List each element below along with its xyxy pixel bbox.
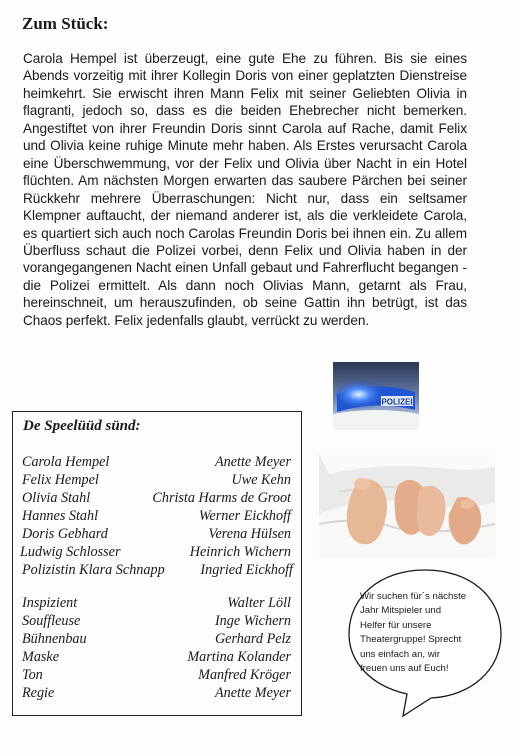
cast-row xyxy=(13,489,301,507)
cast-row xyxy=(13,453,301,471)
crew-member: Inge Wichern xyxy=(214,613,291,629)
crew-row xyxy=(13,648,301,666)
cast-row xyxy=(13,561,301,579)
crew-member: Gerhard Pelz xyxy=(214,631,291,647)
police-light-illustration xyxy=(333,362,419,430)
crew-row xyxy=(13,594,301,612)
crew-row xyxy=(13,630,301,648)
cast-actor: Ingried Eickhoff xyxy=(200,562,293,578)
crew-role: Inspizient xyxy=(22,595,78,611)
cast-list-box xyxy=(12,411,302,716)
crew-role: Regie xyxy=(22,685,55,701)
crew-row xyxy=(13,684,301,702)
crew-role: Bühnenbau xyxy=(22,631,87,647)
cast-actor: Anette Meyer xyxy=(214,454,291,470)
cast-actor: Christa Harms de Groot xyxy=(152,490,291,506)
cast-role: Olivia Stahl xyxy=(22,490,91,506)
synopsis-text: Carola Hempel ist überzeugt, eine gute Ehe zu führen. Bis sie eines Abends vorzeitig mit ihrer Kollegin Doris von einer geplatzten Dienstreise heimkehrt. Sie erwischt ihren Mann Felix mit seiner Geliebten Olivia in flagranti, jedoch so, dass es die beiden Ehebrecher nicht bemerken. Angestiftet von ihrer Freundin Doris sinnt Carola auf Rache, damit Felix und Olivia keine ruhige Minute mehr haben. Als Erstes verursacht Carola eine Überschwemmung, vor der Felix und Olivia über Nacht in ein Hotel flüchten. Am nächsten Morgen erwarten das saubere Pärchen bei seiner Rückkehr mehrere Überraschungen: Nicht nur, dass ein seltsamer Klempner auftaucht, der niemand anderer ist, als die verkleidete Carola, es quartiert sich auch noch Carolas Freundin Doris bei ihnen ein. Zu allem Überfluss schaut die Polizei vorbei, denn Felix und Olivia haben in der vorangegangenen Nacht einen Unfall gebaut und Fahrerflucht begangen - die Polizei ermittelt. Als dann noch Olivias Mann, getarnt als Frau, hereinschneit, um herauszufinden, ob seine Gattin ihn betrügt, ist das Chaos perfekt. Felix jedenfalls glaubt, verrückt zu werden. xyxy=(23,51,467,328)
recruitment-line: Wir suchen für´s nächste xyxy=(360,591,467,602)
cast-role: Felix Hempel xyxy=(22,472,99,488)
recruitment-message xyxy=(360,590,490,676)
feet-illustration xyxy=(319,454,495,558)
cast-actor: Verena Hülsen xyxy=(208,526,291,542)
recruitment-line: freuen uns auf Euch! xyxy=(360,663,449,675)
recruitment-line: Jahr Mitspieler und xyxy=(360,605,442,617)
cast-role: Doris Gebhard xyxy=(22,526,108,542)
cast-actor: Uwe Kehn xyxy=(231,472,291,488)
crew-member: Walter Löll xyxy=(227,595,291,611)
recruitment-line: uns einfach an, wir xyxy=(360,648,440,660)
crew-role: Souffleuse xyxy=(22,613,81,629)
cast-title: De Speelüüd sünd: xyxy=(23,418,141,434)
cast-row xyxy=(13,525,301,543)
cast-actor: Werner Eickhoff xyxy=(198,508,291,524)
cast-row xyxy=(13,507,301,525)
cast-row xyxy=(13,543,301,561)
crew-member: Anette Meyer xyxy=(214,685,291,701)
crew-role: Ton xyxy=(22,667,43,683)
recruitment-line: Theatergruppe! Sprecht xyxy=(360,634,462,646)
cast-role: Ludwig Schlosser xyxy=(20,544,121,560)
crew-role: Maske xyxy=(22,649,60,665)
cast-actor: Heinrich Wichern xyxy=(189,544,291,560)
section-heading: Zum Stück: xyxy=(22,14,109,33)
crew-row xyxy=(13,666,301,684)
crew-member: Martina Kolander xyxy=(187,649,291,665)
feet-photo xyxy=(319,454,495,558)
cast-row xyxy=(13,471,301,489)
police-sign-text: POLIZEI xyxy=(381,397,413,407)
cast-role: Polizistin Klara Schnapp xyxy=(22,562,165,578)
police-light-photo xyxy=(333,362,419,430)
cast-role: Hannes Stahl xyxy=(22,508,99,524)
crew-row xyxy=(13,612,301,630)
recruitment-line: Helfer für unsere xyxy=(360,619,432,631)
cast-role: Carola Hempel xyxy=(22,454,110,470)
crew-member: Manfred Kröger xyxy=(198,667,291,683)
